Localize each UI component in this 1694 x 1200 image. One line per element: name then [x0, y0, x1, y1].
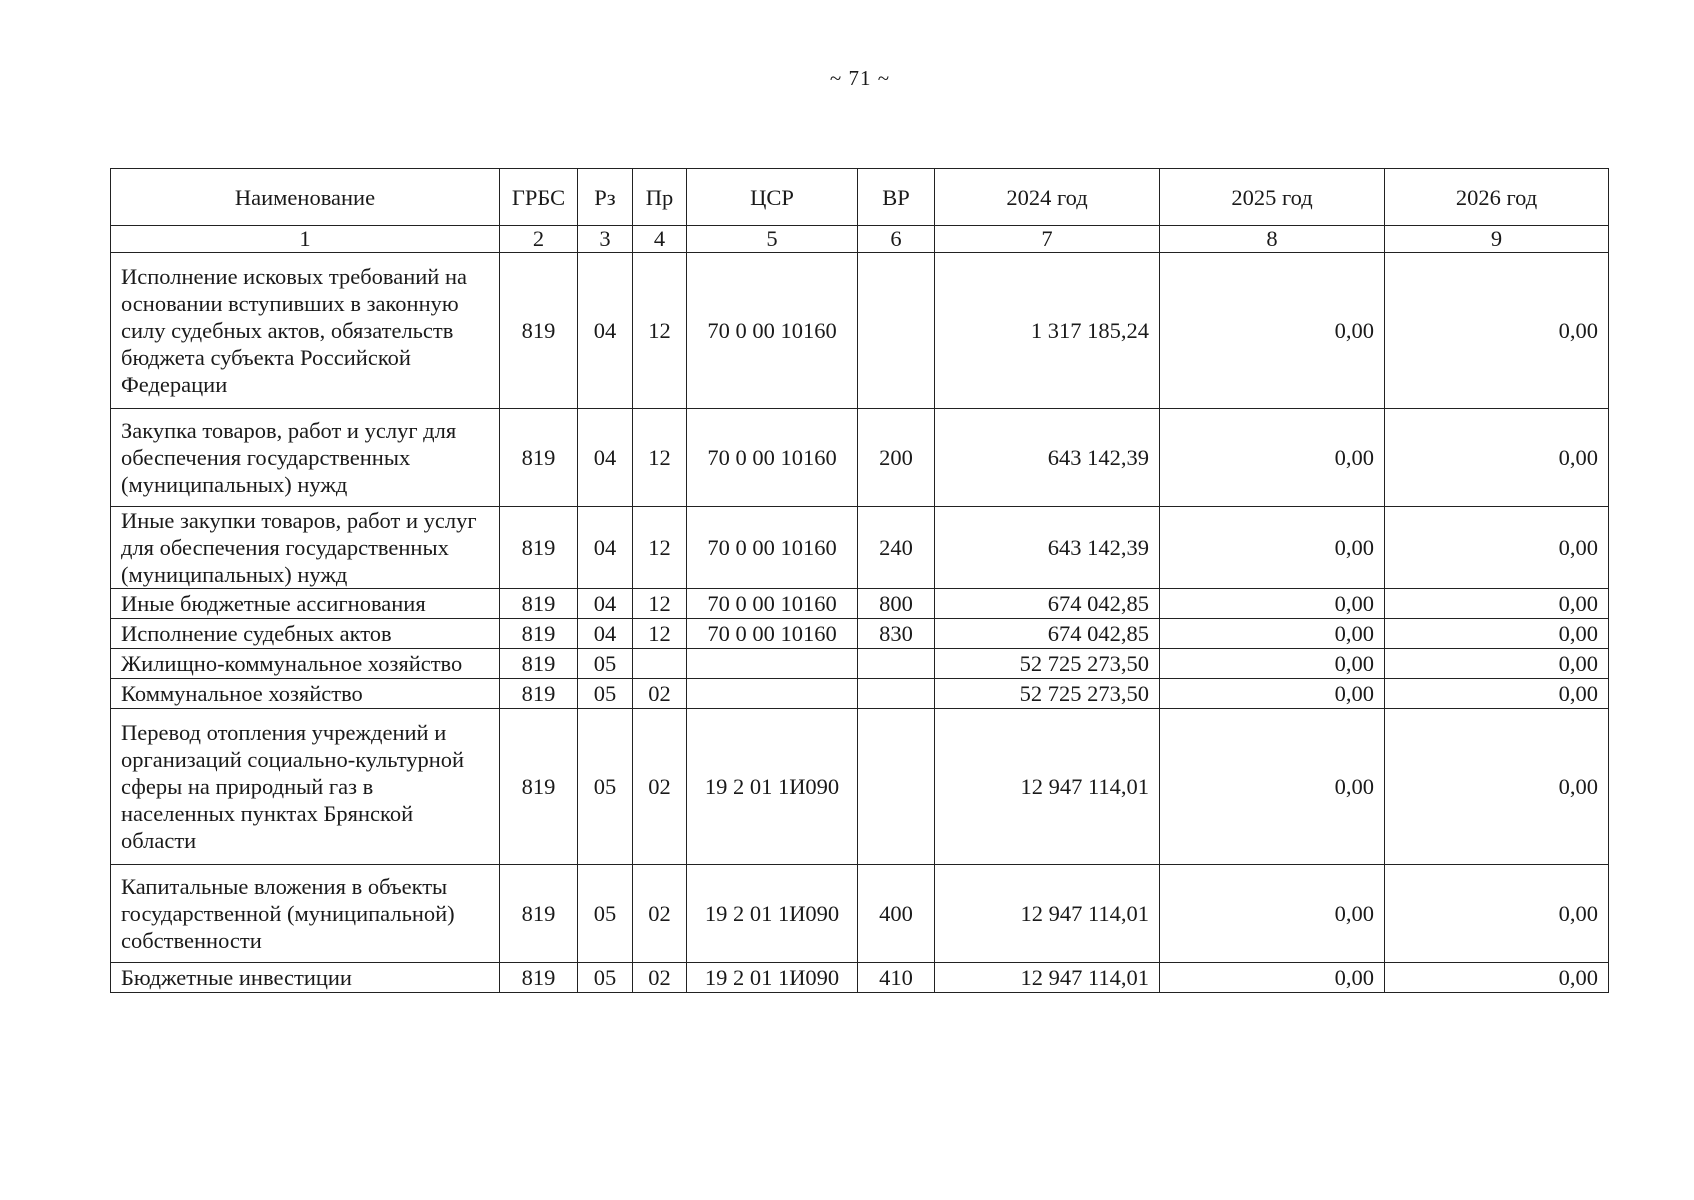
row-pr: 02	[633, 963, 687, 993]
header-row	[111, 169, 1609, 226]
table-row	[111, 507, 1609, 589]
row-pr: 12	[633, 253, 687, 409]
row-name: Капитальные вложения в объекты государственной (муниципальной) собственности	[111, 865, 500, 963]
row-vr: 400	[858, 865, 935, 963]
row-csr: 70 0 00 10160	[687, 409, 858, 507]
table-row	[111, 589, 1609, 619]
row-pr: 02	[633, 679, 687, 709]
row-2024: 12 947 114,01	[935, 865, 1160, 963]
row-csr: 19 2 01 1И090	[687, 865, 858, 963]
row-name: Жилищно-коммунальное хозяйство	[111, 649, 500, 679]
row-name: Перевод отопления учреждений и организаций социально-культурной сферы на природный газ в населенных пунктах Брянской области	[111, 709, 500, 865]
table-row	[111, 865, 1609, 963]
row-2025: 0,00	[1160, 679, 1385, 709]
row-2024: 52 725 273,50	[935, 649, 1160, 679]
header-name: Наименование	[111, 169, 500, 226]
budget-table	[110, 168, 1609, 993]
row-rz: 05	[578, 963, 633, 993]
row-csr: 70 0 00 10160	[687, 253, 858, 409]
row-pr: 02	[633, 865, 687, 963]
row-grbs: 819	[500, 679, 578, 709]
row-2026: 0,00	[1385, 649, 1609, 679]
table-row	[111, 619, 1609, 649]
row-vr: 200	[858, 409, 935, 507]
row-name: Исполнение исковых требований на основании вступивших в законную силу судебных актов, обязательств бюджета субъекта Российской Федерации	[111, 253, 500, 409]
row-name: Закупка товаров, работ и услуг для обеспечения государственных (муниципальных) нужд	[111, 409, 500, 507]
row-grbs: 819	[500, 709, 578, 865]
row-rz: 04	[578, 253, 633, 409]
column-number: 5	[687, 226, 858, 253]
row-name: Коммунальное хозяйство	[111, 679, 500, 709]
row-rz: 04	[578, 507, 633, 589]
row-2025: 0,00	[1160, 963, 1385, 993]
row-vr: 830	[858, 619, 935, 649]
table-row	[111, 679, 1609, 709]
column-number: 3	[578, 226, 633, 253]
header-2025: 2025 год	[1160, 169, 1385, 226]
row-grbs: 819	[500, 649, 578, 679]
row-2025: 0,00	[1160, 409, 1385, 507]
row-vr: 240	[858, 507, 935, 589]
header-vr: ВР	[858, 169, 935, 226]
row-vr	[858, 709, 935, 865]
row-pr	[633, 649, 687, 679]
row-2024: 12 947 114,01	[935, 709, 1160, 865]
row-vr: 800	[858, 589, 935, 619]
row-2024: 674 042,85	[935, 619, 1160, 649]
row-grbs: 819	[500, 619, 578, 649]
row-csr	[687, 649, 858, 679]
row-grbs: 819	[500, 253, 578, 409]
row-2025: 0,00	[1160, 507, 1385, 589]
row-2024: 1 317 185,24	[935, 253, 1160, 409]
row-2026: 0,00	[1385, 409, 1609, 507]
row-2025: 0,00	[1160, 589, 1385, 619]
row-csr	[687, 679, 858, 709]
row-2025: 0,00	[1160, 649, 1385, 679]
row-2025: 0,00	[1160, 619, 1385, 649]
table-row	[111, 709, 1609, 865]
row-2026: 0,00	[1385, 865, 1609, 963]
table-row	[111, 963, 1609, 993]
row-rz: 04	[578, 619, 633, 649]
column-number: 1	[111, 226, 500, 253]
row-vr	[858, 679, 935, 709]
column-number: 7	[935, 226, 1160, 253]
row-rz: 04	[578, 589, 633, 619]
column-number: 2	[500, 226, 578, 253]
table-row	[111, 649, 1609, 679]
row-2026: 0,00	[1385, 507, 1609, 589]
row-2026: 0,00	[1385, 253, 1609, 409]
row-grbs: 819	[500, 589, 578, 619]
row-rz: 05	[578, 679, 633, 709]
row-2026: 0,00	[1385, 709, 1609, 865]
page-number: ~ 71 ~	[829, 66, 891, 90]
column-number: 9	[1385, 226, 1609, 253]
row-2026: 0,00	[1385, 679, 1609, 709]
table-row	[111, 253, 1609, 409]
column-number: 4	[633, 226, 687, 253]
row-2024: 52 725 273,50	[935, 679, 1160, 709]
row-2024: 643 142,39	[935, 409, 1160, 507]
row-grbs: 819	[500, 409, 578, 507]
row-grbs: 819	[500, 963, 578, 993]
row-pr: 12	[633, 589, 687, 619]
row-pr: 12	[633, 619, 687, 649]
row-2024: 674 042,85	[935, 589, 1160, 619]
row-pr: 12	[633, 409, 687, 507]
column-number: 8	[1160, 226, 1385, 253]
row-name: Исполнение судебных актов	[111, 619, 500, 649]
row-csr: 19 2 01 1И090	[687, 963, 858, 993]
row-name: Иные закупки товаров, работ и услуг для обеспечения государственных (муниципальных) нужд	[111, 507, 500, 589]
row-2025: 0,00	[1160, 253, 1385, 409]
header-pr: Пр	[633, 169, 687, 226]
row-rz: 05	[578, 865, 633, 963]
row-2025: 0,00	[1160, 865, 1385, 963]
column-number: 6	[858, 226, 935, 253]
row-name: Бюджетные инвестиции	[111, 963, 500, 993]
row-vr: 410	[858, 963, 935, 993]
row-grbs: 819	[500, 507, 578, 589]
header-2026: 2026 год	[1385, 169, 1609, 226]
row-csr: 70 0 00 10160	[687, 507, 858, 589]
row-2026: 0,00	[1385, 619, 1609, 649]
row-vr	[858, 253, 935, 409]
row-rz: 05	[578, 649, 633, 679]
table-row	[111, 409, 1609, 507]
row-name: Иные бюджетные ассигнования	[111, 589, 500, 619]
row-2025: 0,00	[1160, 709, 1385, 865]
row-rz: 04	[578, 409, 633, 507]
row-pr: 12	[633, 507, 687, 589]
header-2024: 2024 год	[935, 169, 1160, 226]
row-vr	[858, 649, 935, 679]
column-number-row	[111, 226, 1609, 253]
row-2024: 643 142,39	[935, 507, 1160, 589]
row-2026: 0,00	[1385, 589, 1609, 619]
row-csr: 70 0 00 10160	[687, 589, 858, 619]
header-csr: ЦСР	[687, 169, 858, 226]
row-pr: 02	[633, 709, 687, 865]
row-2024: 12 947 114,01	[935, 963, 1160, 993]
header-grbs: ГРБС	[500, 169, 578, 226]
header-rz: Рз	[578, 169, 633, 226]
row-csr: 70 0 00 10160	[687, 619, 858, 649]
row-2026: 0,00	[1385, 963, 1609, 993]
row-rz: 05	[578, 709, 633, 865]
row-csr: 19 2 01 1И090	[687, 709, 858, 865]
row-grbs: 819	[500, 865, 578, 963]
